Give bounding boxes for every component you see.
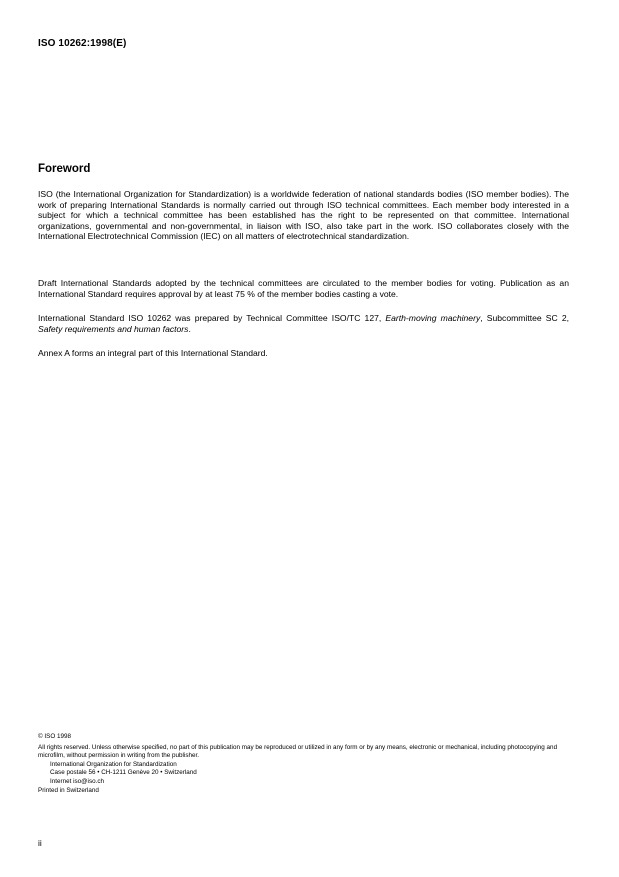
page-number: ii <box>38 838 42 848</box>
paragraph-3-text-a: International Standard ISO 10262 was prepared by Technical Committee ISO/TC 127, <box>38 313 386 323</box>
foreword-paragraph-3 <box>38 313 569 334</box>
copyright-line: © ISO 1998 <box>38 733 71 740</box>
rights-notice: All rights reserved. Unless otherwise specified, no part of this publication may be reproduced or utilized in any form or by any means, electronic or mechanical, including photocopying and microfilm, without permission in writing from the publisher. <box>38 743 558 760</box>
committee-name: Earth-moving machinery <box>385 313 481 323</box>
foreword-paragraph-1: ISO (the International Organization for Standardization) is a worldwide federation of national standards bodies (ISO member bodies). The work of preparing International Standards is normally carried out through ISO technical committees. Each member body interested in a subject for which a technical committee has been established has the right to be represented on that committee. International organizations, governmental and non-governmental, in liaison with ISO, also take part in the work. ISO collaborates closely with the International Electrotechnical Commission (IEC) on all matters of electrotechnical standardization. <box>38 189 569 242</box>
postal-address: Case postale 56 • CH-1211 Genève 20 • Switzerland <box>50 769 197 777</box>
foreword-paragraph-2: Draft International Standards adopted by the technical committees are circulated to the member bodies for voting. Publication as an International Standard requires approval by at least 75 % of the member bodies casting a vote. <box>38 278 569 299</box>
printed-in: Printed in Switzerland <box>38 786 99 794</box>
foreword-heading: Foreword <box>38 163 91 175</box>
foreword-paragraph-4: Annex A forms an integral part of this International Standard. <box>38 348 268 358</box>
copyright-footer <box>38 733 578 795</box>
document-id: ISO 10262:1998(E) <box>38 38 127 49</box>
internet-contact: Internet iso@iso.ch <box>50 777 104 785</box>
paragraph-3-text-b: , Subcommittee SC 2, <box>480 313 569 323</box>
subcommittee-name: Safety requirements and human factors <box>38 323 189 334</box>
paragraph-3-text-c: . <box>188 323 191 334</box>
organization-name: International Organization for Standardization <box>50 760 177 768</box>
